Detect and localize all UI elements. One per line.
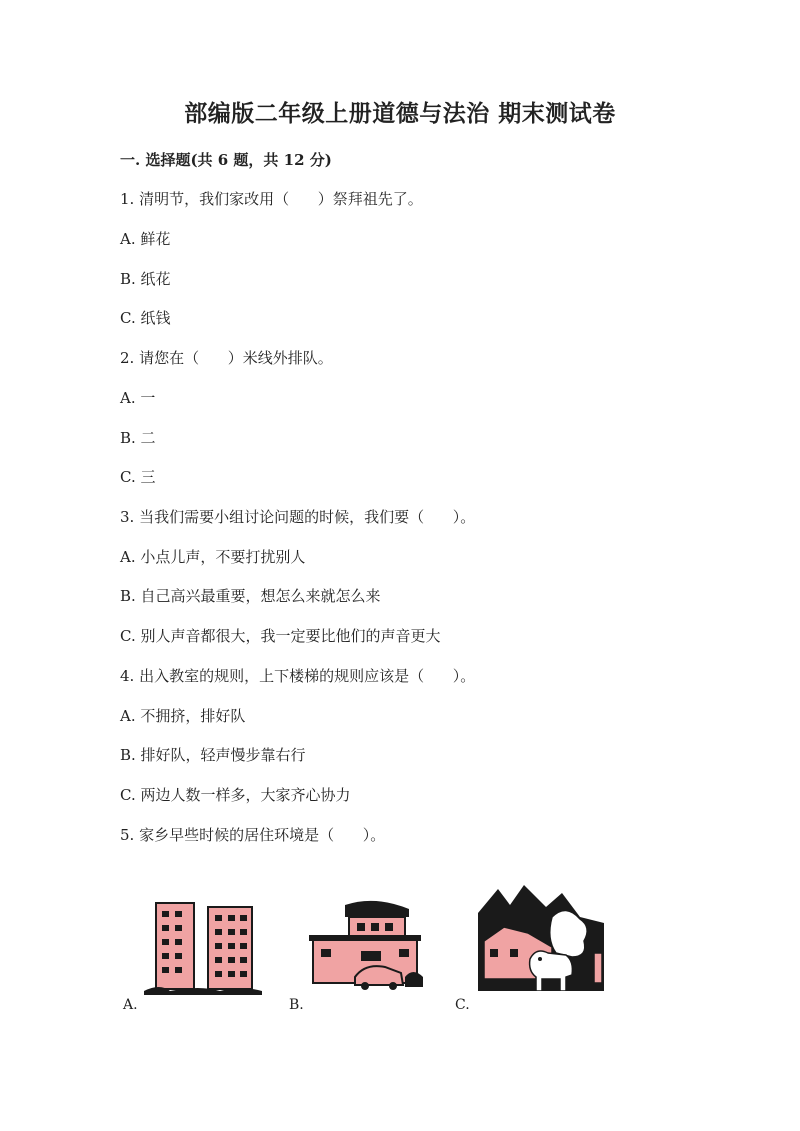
option-line: A. 小点儿声，不要打扰别人 xyxy=(120,548,306,566)
option-line: C. 纸钱 xyxy=(120,309,171,327)
question-line: 3. 当我们需要小组讨论问题的时候，我们要（ ）。 xyxy=(120,508,476,526)
question-line: 5. 家乡早些时候的居住环境是（ ）。 xyxy=(120,826,386,844)
apartment-towers-picture xyxy=(140,897,265,997)
picture-label-c: C. xyxy=(455,997,470,1013)
option-line: C. 别人声音都很大，我一定要比他们的声音更大 xyxy=(120,627,441,645)
picture-label-a: A. xyxy=(123,997,138,1013)
house-with-car-picture xyxy=(305,897,430,997)
section-heading: 一. 选择题(共 6 题，共 12 分) xyxy=(120,151,332,169)
question-line: 2. 请您在（ ）米线外排队。 xyxy=(120,349,333,367)
option-line: C. 三 xyxy=(120,468,156,486)
option-line: B. 纸花 xyxy=(120,270,171,288)
option-line: C. 两边人数一样多，大家齐心协力 xyxy=(120,786,351,804)
mountain-village-picture xyxy=(476,883,606,1001)
option-line: B. 自己高兴最重要，想怎么来就怎么来 xyxy=(120,587,381,605)
picture-label-b: B. xyxy=(289,997,304,1013)
option-line: A. 不拥挤，排好队 xyxy=(120,707,246,725)
option-line: B. 排好队，轻声慢步靠右行 xyxy=(120,746,306,764)
question-line: 1. 清明节，我们家改用（ ）祭拜祖先了。 xyxy=(120,190,423,208)
option-line: B. 二 xyxy=(120,429,156,447)
question-line: 4. 出入教室的规则，上下楼梯的规则应该是（ ）。 xyxy=(120,667,476,685)
option-line: A. 鲜花 xyxy=(120,230,171,248)
option-line: A. 一 xyxy=(120,389,156,407)
picture-options xyxy=(0,875,800,1025)
page-title: 部编版二年级上册道德与法治 期末测试卷 xyxy=(184,100,616,127)
